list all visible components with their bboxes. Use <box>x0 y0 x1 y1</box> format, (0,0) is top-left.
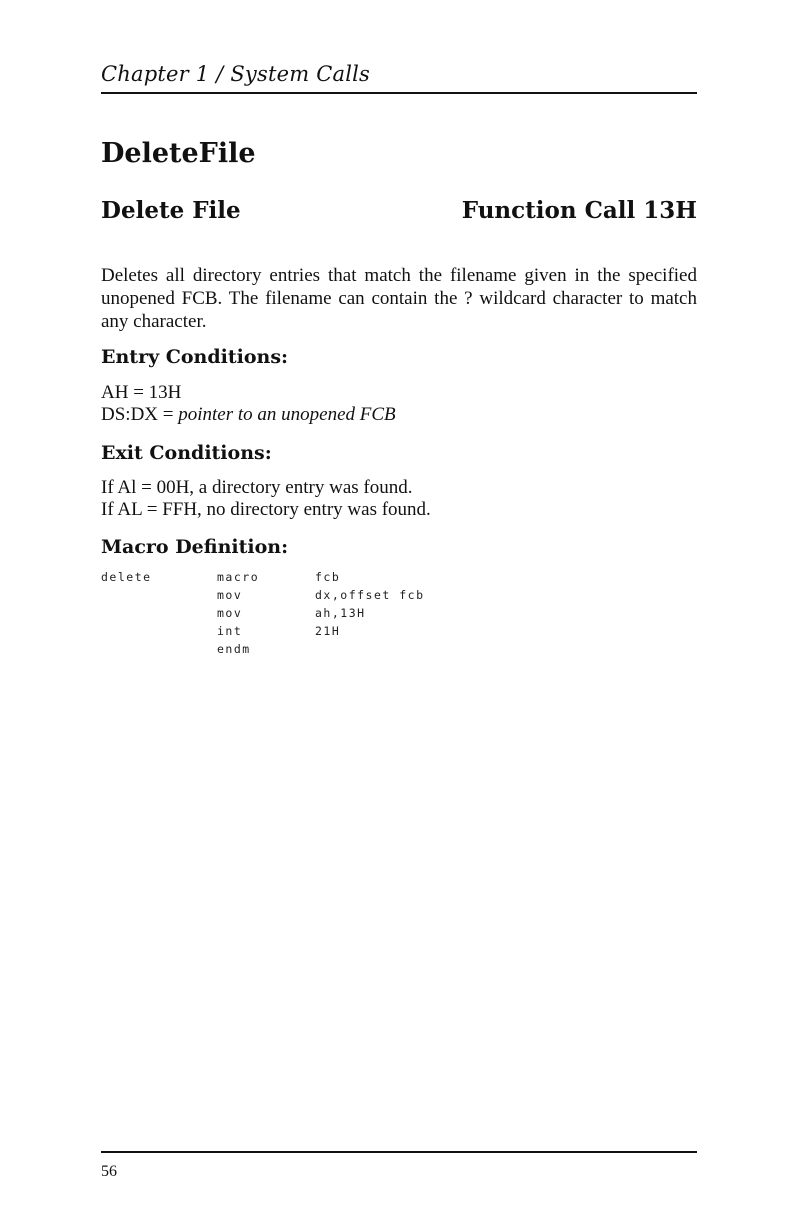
entry-condition-dsdx-value: pointer to an unopened FCB <box>178 404 396 425</box>
footer-rule <box>101 1151 697 1153</box>
code-opcode: int <box>217 624 243 638</box>
exit-conditions-heading: Exit Conditions: <box>101 442 272 464</box>
code-opcode: mov <box>217 588 243 602</box>
code-operand: 21H <box>315 624 341 638</box>
code-opcode: macro <box>217 570 260 584</box>
macro-definition-heading: Macro Definition: <box>101 536 289 558</box>
function-description: Deletes all directory entries that match the filename given in the specified unopened FCB. The filename can contain the ? wildcard character to match any character. <box>101 265 697 332</box>
chapter-header: Chapter 1 / System Calls <box>101 62 371 86</box>
entry-condition-dsdx-register: DS:DX = <box>101 404 179 425</box>
exit-condition-not-found: If AL = FFH, no directory entry was found. <box>101 499 431 520</box>
code-operand: fcb <box>315 570 341 584</box>
page-number: 56 <box>101 1163 117 1180</box>
code-label: delete <box>101 570 152 584</box>
entry-conditions-heading: Entry Conditions: <box>101 346 289 368</box>
function-title: DeleteFile <box>101 138 256 169</box>
entry-condition-dsdx <box>101 403 396 426</box>
code-operand: dx,offset fcb <box>315 588 425 602</box>
header-rule <box>101 92 697 94</box>
code-opcode: endm <box>217 642 251 656</box>
code-operand: ah,13H <box>315 606 366 620</box>
function-subtitle: Delete File <box>101 197 241 224</box>
function-call-number: Function Call 13H <box>461 197 697 224</box>
exit-condition-found: If Al = 00H, a directory entry was found. <box>101 477 413 498</box>
code-opcode: mov <box>217 606 243 620</box>
entry-condition-ah: AH = 13H <box>101 382 182 403</box>
